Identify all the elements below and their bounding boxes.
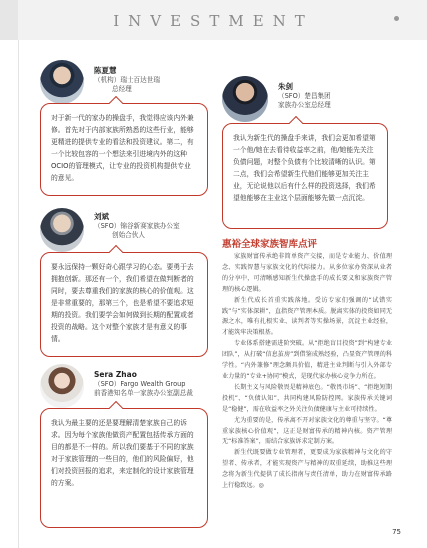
person-title: 家族办公室总经理 bbox=[278, 101, 331, 109]
person-role: （SFO）楚昌集团 bbox=[278, 92, 331, 100]
bubble-tail bbox=[289, 116, 303, 130]
person-name: Sera Zhao bbox=[94, 370, 137, 379]
quote-bubble bbox=[40, 103, 208, 196]
person-title: 前香港知名单一家族办公室副总裁 bbox=[94, 389, 193, 397]
bubble-tail bbox=[109, 245, 123, 259]
person-info bbox=[278, 82, 331, 110]
person-role: （机构）瑞士百达世瑞 bbox=[94, 76, 160, 84]
person-name: 陈夏慧 bbox=[94, 66, 117, 75]
article-paragraph: 专业体系搭建需进阶突破。从“拒绝盲目投资”到“构建专业团队”，从打破“信息茧房”到借鉴成熟经验，凸显资产管理的科学性。“内外兼修”理念颇具价值，精进主业判断与引入外部专业力量的“专业+协同”模式，是现代家办核心竞争力所在。 bbox=[222, 340, 392, 380]
article-paragraph: 尤为重要的是，传承离不开对家族文化的尊重与坚守。“尊重家族核心价值观”，这正是财富传承的精神内核。资产管理无“标准答案”，需结合家族诉求定制方案。 bbox=[222, 416, 392, 446]
header-bar bbox=[0, 0, 427, 40]
avatar-photo bbox=[40, 364, 84, 408]
section-header-title: INVESTMENT bbox=[113, 12, 314, 30]
page-number: 75 bbox=[392, 528, 401, 536]
left-margin-rule bbox=[18, 40, 19, 548]
quote-bubble bbox=[222, 123, 388, 229]
article-paragraph: 新生代成长首重实践落地。受访专家们强调的“试错实践”与“实体深耕”，直指资产管理本质。脱离实体的投资如同无源之水，唯有扎根实业、读判者等实操场景，沉淀主业经验，才能筑牢决策根基。 bbox=[222, 296, 392, 337]
quote-text: 要永远保持一颗好奇心跟学习的心态。要勇于去拥抱创新。那还有一个，我们希望在做判断者的同时，要去尊重我们的家族的核心的价值观。这是非常重要的，那第三个，也是希望不要追求短期的投资。我们要学会如何做到长期的配置或者投资的战略。这个对整个家族才是有意义的事情。 bbox=[51, 263, 194, 343]
bubble-tail bbox=[109, 96, 123, 110]
quote-text: 我认为新生代的操盘手来讲，我们会更加希望第一个他/她在去看待收益率之前，他/她能先关注负债问题，对整个负债有个比较清晰的认识。第二点，我们会希望新生代他们能够更加关注主业，无论说他以后有什么样的投资选择，我们希望他能够在主业这个层面能够先做一点沉淀。 bbox=[233, 134, 376, 202]
quote-text: 我认为最主要的还是要理解清楚家族自己的诉求。因为每个家族他做资产配置包括传承方面的目的都是不一样的。所以我们要基于不同的家族对于家族管理的一些目的，他们的风险偏好，他们对投资回报的追求，来定制化的设计家族管理的方案。 bbox=[51, 419, 194, 487]
person-info bbox=[94, 212, 180, 240]
avatar-photo bbox=[222, 76, 268, 122]
avatar-photo bbox=[40, 60, 84, 104]
person-role: （SFO）锦谷新赛家族办公室 bbox=[94, 222, 180, 230]
avatar-photo bbox=[40, 208, 84, 252]
person-info bbox=[94, 66, 160, 94]
bubble-tail bbox=[109, 401, 123, 415]
article-paragraph: 长期主义与风险敬畏是精神底色。“敬畏市场”、“拒绝短期投机”、“负债认知”，共同构建风险防控网。家族传承关键词是“稳健”，需在收益率之外关注负债健康与主业可持续性。 bbox=[222, 383, 392, 413]
person-name: 朱剑 bbox=[278, 82, 293, 91]
quote-bubble bbox=[40, 408, 208, 528]
article-body bbox=[222, 252, 392, 492]
person-title: 创始合伙人 bbox=[112, 231, 145, 239]
header-dot-icon bbox=[394, 16, 399, 21]
person-name: 刘斌 bbox=[94, 212, 109, 221]
article-title: 惠裕全球家族智库点评 bbox=[222, 239, 318, 250]
person-role: （SFO）Fargo Wealth Group bbox=[94, 380, 186, 388]
quote-bubble bbox=[40, 252, 208, 357]
quote-text: 对于新一代的家办的操盘手，我觉得应该内外兼修。首先对于内部家族所熟悉的这些行业，能够更精进的提供专业的看法和投资建议。第二，有一个比较包容的一个想法来引进境内外的这种OCIO的管理模式，让专业的投资机构提供专业的意见。 bbox=[51, 114, 194, 182]
article-paragraph: 新生代既要做专业管理者，更要成为家族精神与文化的守望者、传承者，才能实现资产与精神的双重延续，助推这些理念将为新生代提供了成长指南与责任清单，助力在财富传承路上行稳致远。◎ bbox=[222, 449, 392, 490]
person-title: 总经理 bbox=[112, 85, 132, 93]
article-paragraph: 家族财富传承绝非简单资产交接，而是专业能力、价值理念、实践智慧与家族文化的代际接力。从多位家办资深从业者的分享中，可清晰感知新生代操盘手的成长要义和家族资产管理的核心逻辑。 bbox=[222, 253, 392, 293]
person-info bbox=[94, 370, 193, 398]
